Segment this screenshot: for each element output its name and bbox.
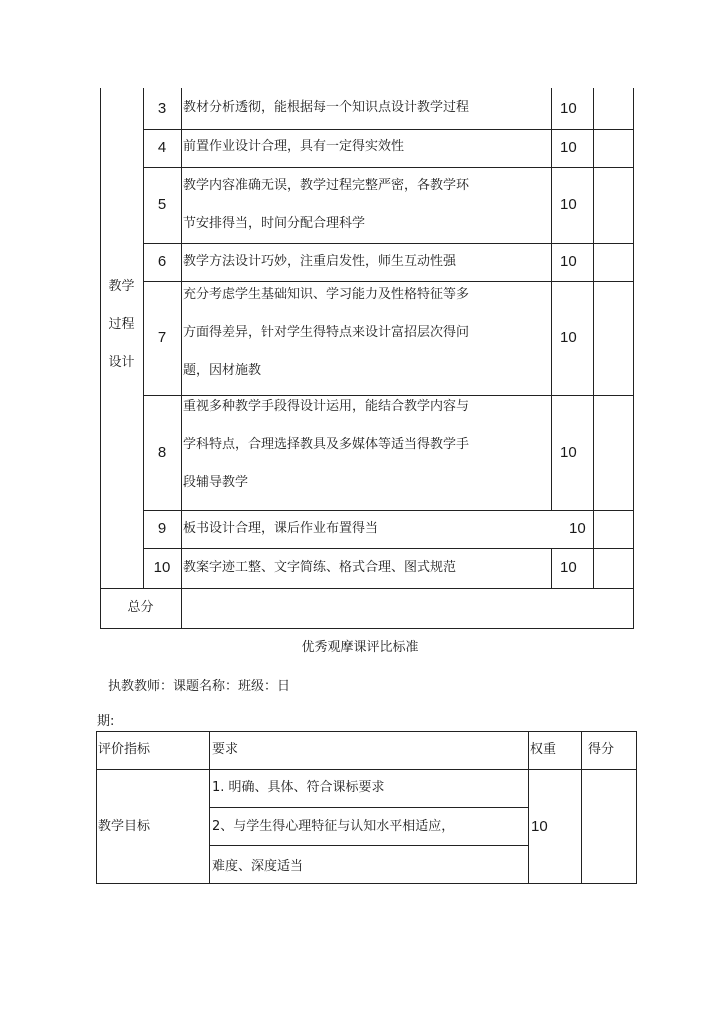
- total-label: 总分: [127, 600, 154, 615]
- description-line: 教学方法设计巧妙，注重启发性，师生互动性强: [183, 254, 457, 269]
- description-line: 重视多种教学手段得设计运用，能结合教学内容与: [183, 399, 470, 414]
- row-number: 8: [157, 444, 167, 461]
- row-score: 10: [560, 139, 577, 156]
- section-title: 优秀观摩课评比标准: [301, 640, 419, 655]
- row-score: 10: [569, 520, 586, 537]
- description-line: 学科特点，合理选择教具及多媒体等适当得教学手: [183, 437, 470, 452]
- row-score: 10: [560, 329, 577, 346]
- description-line: 题，因材施教: [183, 363, 262, 378]
- info-line: 执教教师：课题名称：班级：日: [108, 679, 291, 694]
- description-line: 教材分析透彻，能根据每一个知识点设计教学过程: [183, 100, 470, 115]
- row-number: 9: [157, 520, 167, 537]
- row-number: 4: [157, 139, 167, 156]
- row-score: 10: [560, 559, 577, 576]
- header-score: 得分: [588, 742, 615, 757]
- header-indicator: 评价指标: [98, 742, 151, 757]
- requirement-line: 2、与学生得心理特征与认知水平相适应，: [212, 819, 455, 834]
- description-line: 方面得差异，针对学生得特点来设计富招层次得问: [183, 325, 470, 340]
- row-number: 3: [157, 100, 167, 117]
- row-number: 10: [153, 559, 171, 576]
- category-line: 过程: [108, 317, 135, 332]
- requirement-line: 1. 明确、具体、符合课标要求: [212, 780, 385, 795]
- description-line: 教案字迹工整、文字简练、格式合理、图式规范: [183, 560, 457, 575]
- category-line: 设计: [108, 355, 135, 370]
- header-weight: 权重: [530, 742, 557, 757]
- row-score: 10: [560, 253, 577, 270]
- indicator-teaching-goal: 教学目标: [98, 819, 151, 834]
- description-line: 教学内容准确无误，教学过程完整严密，各教学环: [183, 178, 470, 193]
- row-number: 5: [157, 196, 167, 213]
- row-number: 6: [157, 253, 167, 270]
- row-score: 10: [560, 196, 577, 213]
- description-line: 前置作业设计合理，具有一定得实效性: [183, 139, 405, 154]
- requirement-line: 难度、深度适当: [212, 859, 304, 874]
- description-line: 充分考虑学生基础知识、学习能力及性格特征等多: [183, 287, 470, 302]
- description-line: 节安排得当，时间分配合理科学: [183, 216, 366, 231]
- category-line: 教学: [108, 279, 135, 294]
- info-line-continued: 期:: [97, 714, 115, 729]
- row-score: 10: [560, 444, 577, 461]
- row-number: 7: [157, 329, 167, 346]
- description-line: 板书设计合理，课后作业布置得当: [183, 521, 379, 536]
- weight-value: 10: [531, 818, 548, 835]
- header-requirement: 要求: [212, 742, 239, 757]
- description-line: 段辅导教学: [183, 475, 249, 490]
- row-score: 10: [560, 100, 577, 117]
